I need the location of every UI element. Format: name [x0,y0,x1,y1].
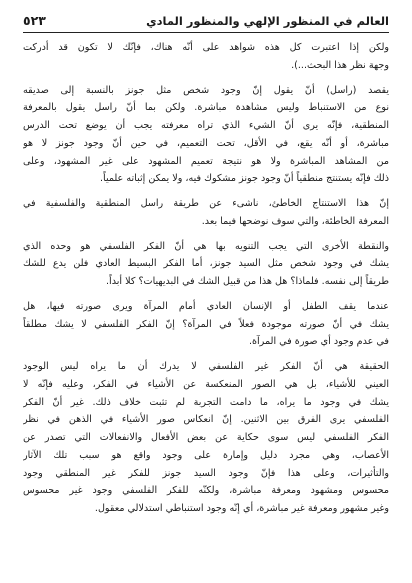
text-line: مباشرة، أو أنّه يقع، في الأقل، تحت التعميم، في حين أنّ وجود جونز لا هو [23,137,389,149]
paragraph [23,358,389,518]
text-line: من المشاهد المباشرة ولا هو نتيجة تعميم المشهود على غير المشهود، وعلى [23,155,389,167]
text-line: ولكن إذا اعتبرت كل هذه شواهد على أنّه هناك، فإنّك لا تكون قد أدركت [23,42,389,53]
paragraph [23,195,389,231]
text-line: وجهة نظر هذا البحث...). [291,59,389,71]
text-line: والنقطة الأخرى التي يجب التنويه بها هي أنّ الفكر الفلسفي هو وحده الذي [23,240,389,252]
text-line: عندما يقف الطفل أو الإنسان العادي أمام المرآة ويرى صورته فيها، هل [23,300,389,312]
text-line: في عدم وجود أي صورة في المرآة. [248,336,389,348]
text-line: الفلسفي يرى الفرق بين الاثنين. إنّ انعكاس صور الأشياء في الذهن في نظر [23,414,389,426]
text-line: والتأثيرات، وعلى هذا فإنّ وجود السيد جونز للفكر غير المنطقي وجود [23,467,389,479]
page-number: ٥٢٣ [23,13,46,28]
text-line: المعرفة الخاطئة، والتي سوف نوضحها فيما بعد. [201,215,389,227]
running-title: العالم في المنظور الإلهي والمنظور المادي [146,14,389,28]
paragraph [23,82,389,189]
text-line: وغير مشهور ومعرفة غير مباشرة، أي إنّه وجود استنباطي استدلالي معقول. [94,503,389,514]
text-line: يقصد (راسل) أنّ يقول إنّ وجود شخص مثل جونز بالنسبة إلى صديقه [23,84,389,96]
paragraph [23,238,389,291]
text-line: إنّ هذا الاستنتاج الخاطئ، ناشىء عن طريقة راسل المنطقية والفلسفية في [23,198,389,209]
text-line: طريقاً إلى نفسه. فلماذا؟ هل هذا من قبيل الشك في البديهيات؟ كلا أبداً. [105,276,389,287]
text-line: الفكر الفلسفي ليس سوى حكاية عن بعض الأفعال والانفعالات التي تصدر عن [23,432,389,443]
paragraph [23,39,389,75]
text-line: محسوس ومشهود ومعرفة مباشرة، ولكنّه للفكر الفلسفي وجود غير محسوس [23,485,389,497]
text-line: يشك في أنّ صورته موجودة فعلاً في المرآة؟ إنّ الفكر الفلسفي لا يشك مطلقاً [23,318,389,330]
text-line: المنطقية، فإنّه يرى أنّ الشيء الذي تراه معرفته يجب أن يوضع تحت الدرس [23,120,389,131]
text-line: يشك في وجود ما يراه، ما دامت التجربة لم تثبت خلاف ذلك. غير أنّ الفكر [23,396,389,408]
text-line: يشك في وجود شخص مثل السيد جونز، أما الفكر البسيط العادي فلن يدع للشك [23,258,389,270]
page-body [23,39,389,518]
paragraph [23,298,389,351]
text-line: الحقيقة هي أنّ الفكر غير الفلسفي لا يدرك أن ما يراه ليس الوجود [23,361,389,372]
text-line: ذلك فإنّه يستنتج منطقياً أنّ وجود جونز مشكوك فيه، ولا يمكن إثباته علمياً. [99,173,389,185]
text-line: الأعصاب، وهي مجرد دليل وإمارة على وجود واقع هو سبب تلك الآثار [23,449,389,461]
running-header [23,10,389,33]
text-line: نوع من الاستنباط وليس مشاهدة مباشرة. ولكن بما أنّ راسل يقول بالمعرفة [23,102,389,114]
text-line: العيني للأشياء، بل هي الصور المنعكسة عن الأشياء في الفكر، وعليه فإنّه لا [23,378,389,390]
